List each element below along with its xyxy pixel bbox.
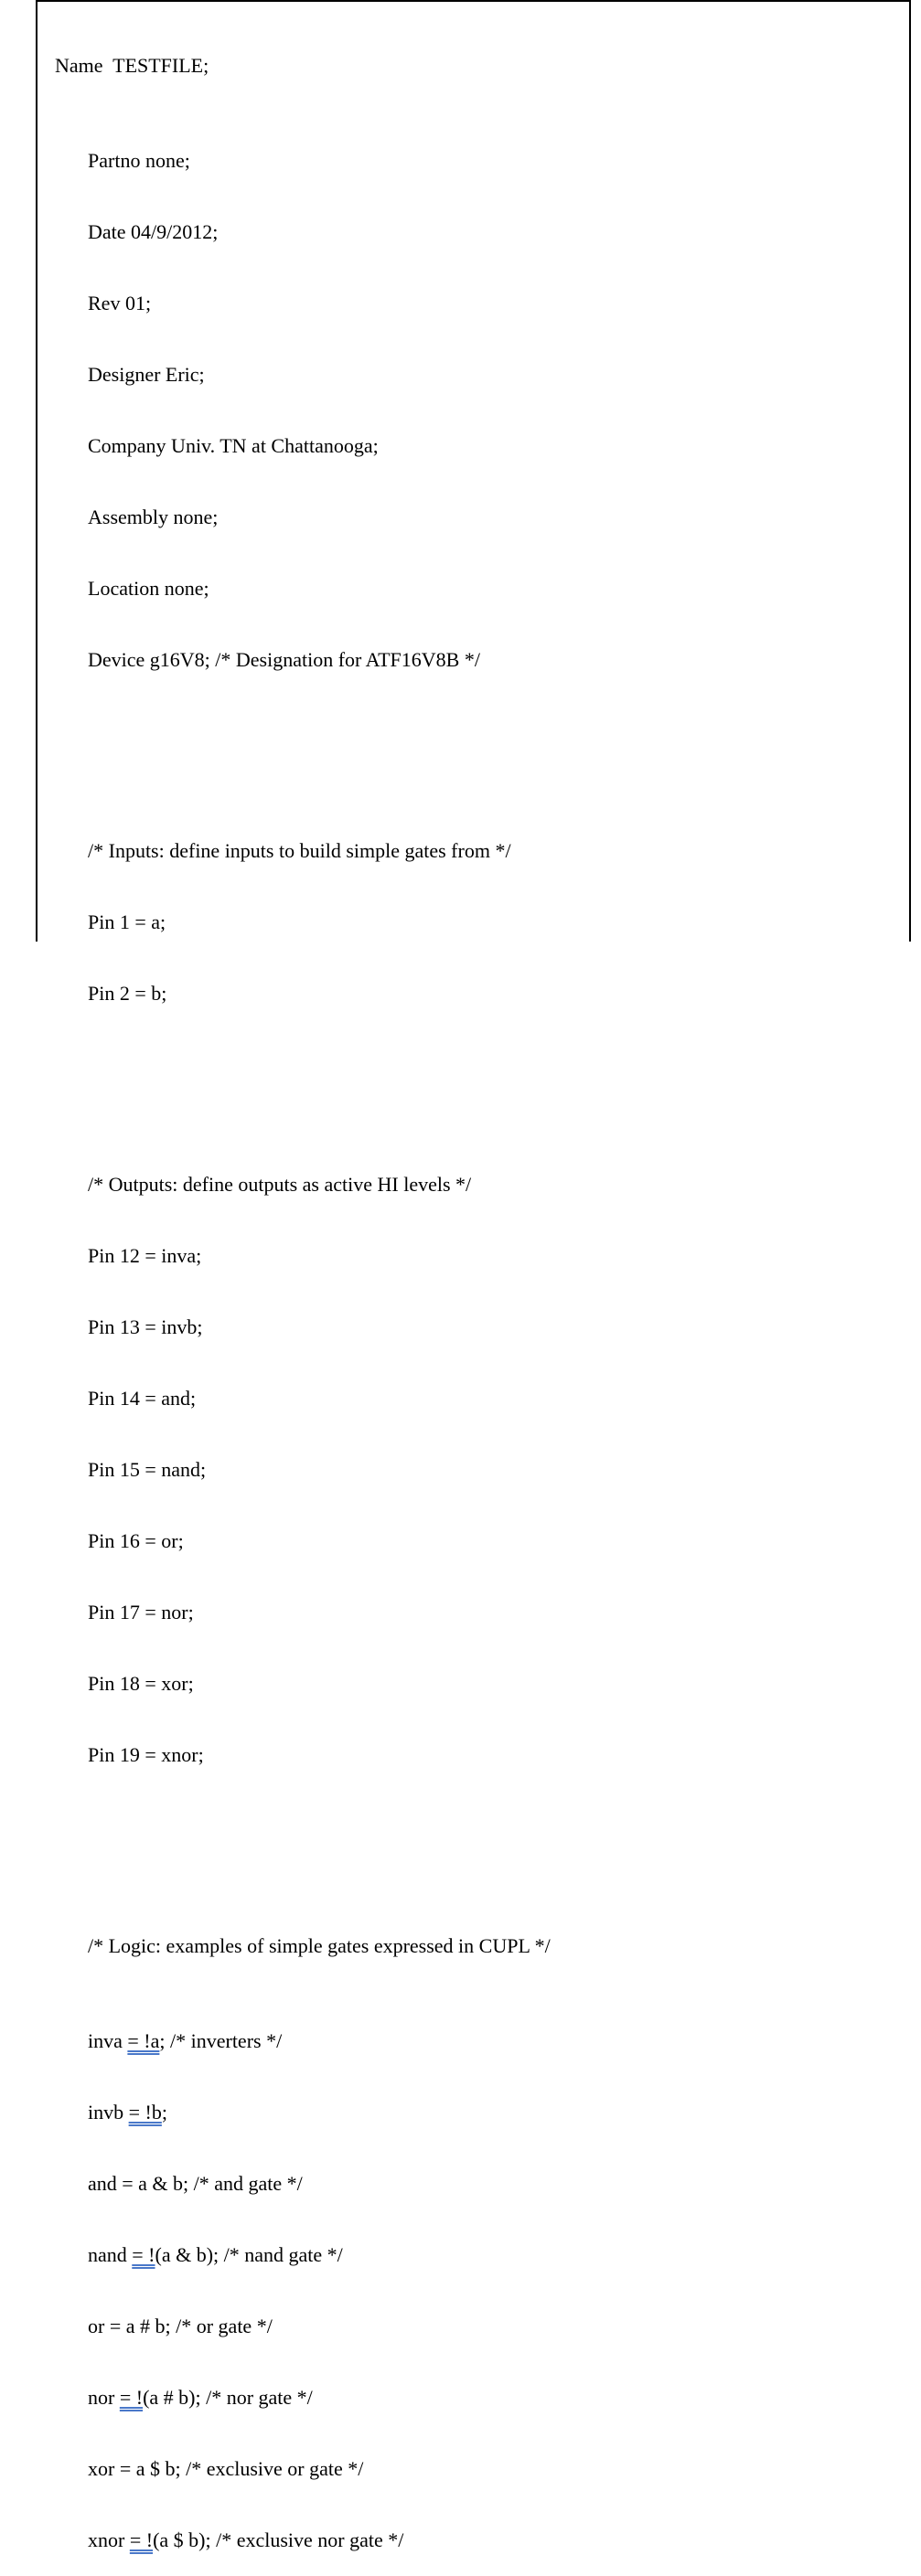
- logic-line-post: (a & b); /* nand gate */: [155, 2243, 343, 2266]
- logic-line-pre: and = a & b; /* and gate */: [88, 2172, 303, 2195]
- logic-line: [55, 2101, 551, 2124]
- header-field-company: Company Univ. TN at Chattanooga;: [88, 434, 379, 457]
- blank-line: [55, 1838, 551, 1863]
- logic-line: [55, 2243, 551, 2267]
- spellcheck-flag: = !: [129, 2528, 154, 2551]
- header-field-location: Location none;: [88, 577, 209, 600]
- spellcheck-flag: = !: [119, 2386, 144, 2409]
- logic-line: [55, 2528, 551, 2552]
- name-line: Name TESTFILE;: [55, 54, 209, 77]
- logic-line-pre: nand: [88, 2243, 133, 2266]
- header-field-designer: Designer Eric;: [88, 363, 205, 386]
- logic-line: [55, 2029, 551, 2053]
- spellcheck-flag: = !: [132, 2243, 155, 2266]
- logic-line-post: ;: [161, 2101, 167, 2124]
- logic-line-post: (a $ b); /* exclusive nor gate */: [153, 2528, 404, 2551]
- output-pin-line: Pin 16 = or;: [88, 1529, 184, 1552]
- logic-line: [55, 2386, 551, 2410]
- input-pin-line: Pin 1 = a;: [88, 910, 166, 933]
- header-field-rev: Rev 01;: [88, 292, 152, 314]
- output-pin-line: Pin 15 = nand;: [88, 1458, 207, 1481]
- logic-line-post: ; /* inverters */: [159, 2029, 283, 2052]
- logic-line: [55, 2172, 551, 2196]
- inputs-comment: /* Inputs: define inputs to build simple gates from */: [88, 839, 511, 862]
- output-pin-line: Pin 14 = and;: [88, 1387, 197, 1410]
- output-pin-line: Pin 12 = inva;: [88, 1244, 202, 1267]
- logic-line-pre: invb: [88, 2101, 129, 2124]
- input-pin-line: Pin 2 = b;: [88, 982, 167, 1005]
- header-field-device: Device g16V8; /* Designation for ATF16V8B */: [88, 648, 480, 671]
- spellcheck-flag: = !a: [127, 2029, 160, 2052]
- logic-line-post: (a # b); /* nor gate */: [143, 2386, 313, 2409]
- logic-comment: /* Logic: examples of simple gates expressed in CUPL */: [88, 1934, 551, 1957]
- header-field-assembly: Assembly none;: [88, 506, 219, 528]
- cupl-code-listing: [55, 6, 551, 2576]
- output-pin-line: Pin 17 = nor;: [88, 1601, 194, 1623]
- header-field-date: Date 04/9/2012;: [88, 220, 219, 243]
- header-field-partno: Partno none;: [88, 149, 190, 172]
- logic-line: [55, 2457, 551, 2481]
- spellcheck-flag: = !b: [128, 2101, 162, 2124]
- logic-line-pre: inva: [88, 2029, 128, 2052]
- logic-line-pre: xnor: [88, 2528, 130, 2551]
- logic-line-pre: or = a # b; /* or gate */: [88, 2315, 273, 2337]
- outputs-comment: /* Outputs: define outputs as active HI levels */: [88, 1173, 472, 1196]
- logic-line: [55, 2315, 551, 2338]
- blank-line: [55, 743, 551, 768]
- blank-line: [55, 1077, 551, 1102]
- logic-line-pre: xor = a $ b; /* exclusive or gate */: [88, 2457, 364, 2480]
- output-pin-line: Pin 19 = xnor;: [88, 1743, 204, 1766]
- output-pin-line: Pin 18 = xor;: [88, 1672, 194, 1695]
- logic-line-pre: nor: [88, 2386, 120, 2409]
- output-pin-line: Pin 13 = invb;: [88, 1315, 203, 1338]
